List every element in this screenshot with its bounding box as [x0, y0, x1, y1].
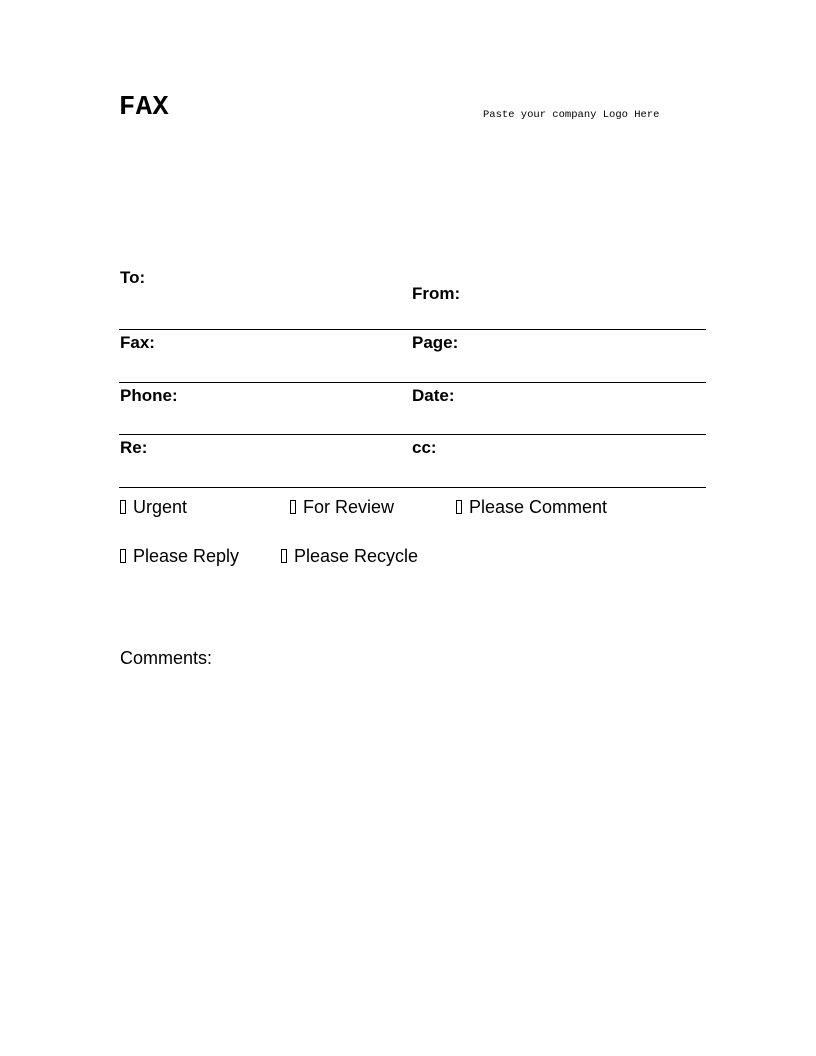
- divider-line: [119, 487, 706, 488]
- divider-line: [119, 434, 706, 435]
- checkbox-icon[interactable]: [456, 500, 462, 514]
- checkbox-please-recycle[interactable]: [281, 546, 418, 567]
- comments-label: Comments:: [120, 648, 213, 668]
- re-label: Re:: [120, 438, 148, 457]
- checkbox-icon[interactable]: [290, 500, 296, 514]
- phone-label: Phone:: [120, 386, 178, 405]
- checkbox-please-reply[interactable]: [120, 546, 239, 567]
- checkbox-label: Urgent: [133, 497, 188, 517]
- cc-label: cc:: [412, 438, 437, 457]
- checkbox-icon[interactable]: [120, 500, 126, 514]
- page-label: Page:: [412, 333, 459, 352]
- checkbox-label: Please Reply: [133, 546, 240, 566]
- divider-line: [119, 382, 706, 383]
- fax-label: Fax:: [120, 333, 155, 352]
- fax-title: FAX: [119, 93, 170, 123]
- checkbox-label: Please Recycle: [294, 546, 419, 566]
- checkbox-label: For Review: [303, 497, 395, 517]
- checkbox-icon[interactable]: [120, 549, 126, 563]
- checkbox-for-review[interactable]: [290, 497, 394, 518]
- from-label: From:: [412, 284, 461, 303]
- date-label: Date:: [412, 386, 455, 405]
- checkbox-icon[interactable]: [281, 549, 287, 563]
- checkbox-please-comment[interactable]: [456, 497, 607, 518]
- checkbox-urgent[interactable]: [120, 497, 187, 518]
- logo-placeholder: Paste your company Logo Here: [483, 109, 660, 121]
- divider-line: [119, 329, 706, 330]
- to-label: To:: [120, 268, 146, 287]
- checkbox-label: Please Comment: [469, 497, 608, 517]
